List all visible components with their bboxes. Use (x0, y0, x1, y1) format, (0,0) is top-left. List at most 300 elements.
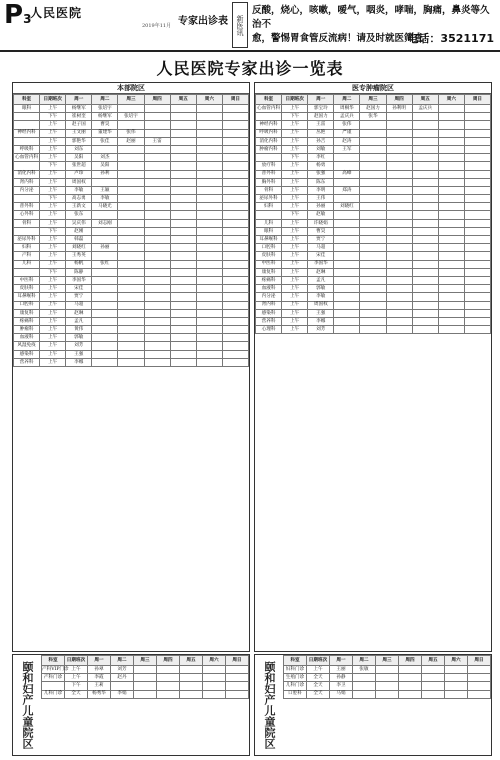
session-cell: 上午 (282, 162, 308, 170)
table-row (42, 674, 249, 682)
column-header: 周六 (445, 656, 468, 666)
table-row (14, 236, 249, 244)
doctor-cell (196, 219, 222, 227)
doctor-cell (438, 244, 464, 252)
doctor-cell (464, 105, 490, 113)
doctor-cell (92, 342, 118, 350)
doctor-cell (222, 121, 248, 129)
doctor-cell (144, 268, 170, 276)
table-row (42, 690, 249, 698)
table-row (256, 121, 491, 129)
doctor-cell: 杨继军 (92, 113, 118, 121)
doctor-cell: 李娜 (66, 358, 92, 366)
doctor-cell: 王颖 (92, 186, 118, 194)
doctor-cell (222, 113, 248, 121)
doctor-cell (144, 145, 170, 153)
doctor-cell (222, 326, 248, 334)
doctor-cell: 郭敏 (308, 285, 334, 293)
doctor-cell (144, 195, 170, 203)
doctor-cell (422, 690, 445, 698)
doctor-cell (360, 170, 386, 178)
doctor-cell (412, 211, 438, 219)
doctor-cell: 贾宁 (308, 236, 334, 244)
doctor-cell: 王强 (66, 350, 92, 358)
department-cell: 呼吸科 (14, 145, 40, 153)
doctor-cell (360, 129, 386, 137)
doctor-cell (464, 113, 490, 121)
doctor-cell (222, 129, 248, 137)
doctor-cell (196, 162, 222, 170)
doctor-cell: 张东 (66, 211, 92, 219)
doctor-cell: 赵敏 (308, 211, 334, 219)
session-cell: 上午 (282, 170, 308, 178)
doctor-cell (222, 227, 248, 235)
table-row (14, 170, 249, 178)
doctor-cell (144, 154, 170, 162)
doctor-cell (412, 276, 438, 284)
doctor-cell (170, 326, 196, 334)
department-cell: 康复科 (256, 268, 282, 276)
doctor-cell (464, 162, 490, 170)
doctor-cell (222, 334, 248, 342)
doctor-cell (170, 244, 196, 252)
doctor-cell (438, 211, 464, 219)
ad-line-2: 愈，警惕胃食管反流病！请及时就医筛查！ (252, 33, 433, 44)
doctor-cell (386, 244, 412, 252)
doctor-cell: 郭敏 (66, 334, 92, 342)
doctor-cell (222, 293, 248, 301)
session-cell: 上午 (40, 203, 66, 211)
doctor-cell (360, 211, 386, 219)
department-cell: 神经内科 (256, 121, 282, 129)
doctor-cell (438, 276, 464, 284)
doctor-cell (412, 293, 438, 301)
doctor-cell: 刘芳 (308, 326, 334, 334)
doctor-cell (170, 317, 196, 325)
doctor-cell: 曹昊 (308, 227, 334, 235)
doctor-cell: 李敏 (308, 293, 334, 301)
doctor-cell (180, 690, 203, 698)
doctor-cell: 孙静 (330, 674, 353, 682)
doctor-cell (386, 145, 412, 153)
doctor-cell (438, 195, 464, 203)
doctor-cell (464, 121, 490, 129)
doctor-cell (386, 129, 412, 137)
doctor-cell: 王军 (334, 145, 360, 153)
doctor-cell (438, 137, 464, 145)
department-cell: 疼痛科 (14, 317, 40, 325)
session-cell: 上午 (282, 219, 308, 227)
doctor-cell (445, 666, 468, 674)
doctor-cell (360, 317, 386, 325)
session-cell: 上午 (282, 236, 308, 244)
doctor-cell: 张培宇 (92, 105, 118, 113)
doctor-cell (412, 227, 438, 235)
doctor-cell: 马超 (66, 301, 92, 309)
table-row (14, 260, 249, 268)
right-schedule-table (255, 94, 491, 334)
doctor-cell (222, 170, 248, 178)
doctor-cell (222, 244, 248, 252)
doctor-cell (170, 121, 196, 129)
doctor-cell (118, 170, 144, 178)
doctor-cell (438, 227, 464, 235)
column-header: 周三 (134, 656, 157, 666)
bottom-left-body (42, 666, 249, 699)
doctor-cell (196, 285, 222, 293)
doctor-cell (222, 252, 248, 260)
doctor-cell (464, 293, 490, 301)
department-cell: 普外科 (256, 170, 282, 178)
department-cell: 产科门诊 (42, 674, 65, 682)
doctor-cell (180, 682, 203, 690)
table-row (256, 145, 491, 153)
doctor-cell: 王雷 (308, 121, 334, 129)
table-row (256, 227, 491, 235)
doctor-cell (118, 276, 144, 284)
doctor-cell (360, 203, 386, 211)
doctor-cell (386, 309, 412, 317)
department-cell: 消化内科 (14, 170, 40, 178)
doctor-cell (196, 293, 222, 301)
doctor-cell: 严谨 (334, 129, 360, 137)
doctor-cell (360, 186, 386, 194)
session-cell: 上午 (282, 178, 308, 186)
right-table-body (256, 105, 491, 334)
doctor-cell (118, 309, 144, 317)
doctor-cell (118, 227, 144, 235)
doctor-cell: 周国权 (308, 301, 334, 309)
doctor-cell (464, 301, 490, 309)
doctor-cell: 李霞 (88, 674, 111, 682)
column-header: 周二 (111, 656, 134, 666)
doctor-cell (438, 178, 464, 186)
table-row (42, 666, 249, 674)
doctor-cell (144, 342, 170, 350)
doctor-cell (438, 186, 464, 194)
table-row (256, 268, 491, 276)
right-panel-title: 医专肿瘤院区 (255, 83, 491, 94)
doctor-cell (438, 113, 464, 121)
doctor-cell (170, 342, 196, 350)
doctor-cell (222, 350, 248, 358)
doctor-cell (412, 260, 438, 268)
department-cell: 心血管内科 (15, 155, 39, 161)
column-header: 周日 (464, 95, 490, 105)
doctor-cell (170, 260, 196, 268)
doctor-cell: 孙利 (92, 170, 118, 178)
doctor-cell (144, 252, 170, 260)
doctor-cell (386, 301, 412, 309)
doctor-cell: 李卫 (330, 682, 353, 690)
doctor-cell (360, 326, 386, 334)
doctor-cell (360, 252, 386, 260)
doctor-cell (226, 666, 249, 674)
doctor-cell: 张佳 (92, 137, 118, 145)
doctor-cell (334, 154, 360, 162)
doctor-cell (412, 195, 438, 203)
department-cell: 风湿免疫 (14, 342, 40, 350)
doctor-cell (399, 666, 422, 674)
doctor-cell (196, 260, 222, 268)
table-row (256, 244, 491, 252)
doctor-cell (334, 195, 360, 203)
doctor-cell (360, 260, 386, 268)
session-cell: 上午 (40, 301, 66, 309)
doctor-cell (334, 219, 360, 227)
doctor-cell (353, 674, 376, 682)
table-row (14, 211, 249, 219)
department-cell (14, 268, 40, 276)
doctor-cell: 孙丽 (308, 203, 334, 211)
doctor-cell (360, 301, 386, 309)
department-cell (14, 195, 40, 203)
doctor-cell (386, 186, 412, 194)
table-row (256, 203, 491, 211)
table-row (256, 137, 491, 145)
bottom-right-body (284, 666, 491, 699)
doctor-cell: 李国华 (308, 260, 334, 268)
session-cell: 下午 (40, 268, 66, 276)
department-cell: 血液科 (14, 334, 40, 342)
doctor-cell (438, 268, 464, 276)
doctor-cell (386, 317, 412, 325)
doctor-cell (144, 170, 170, 178)
doctor-cell (92, 227, 118, 235)
bottom-right-panel (254, 654, 492, 756)
doctor-cell (92, 145, 118, 153)
table-row (256, 309, 491, 317)
doctor-cell: 李敏 (66, 186, 92, 194)
doctor-cell: 董建华 (92, 129, 118, 137)
session-cell: 上午 (40, 342, 66, 350)
department-cell (14, 121, 40, 129)
doctor-cell: 马娟 (330, 690, 353, 698)
doctor-cell (438, 252, 464, 260)
doctor-cell (196, 301, 222, 309)
doctor-cell: 孟庆兵 (412, 105, 438, 113)
doctor-cell (334, 276, 360, 284)
doctor-cell: 吴庆伟 (66, 219, 92, 227)
doctor-cell: 吴阳 (92, 162, 118, 170)
doctor-cell: 马超 (308, 244, 334, 252)
session-cell: 上午 (282, 317, 308, 325)
column-header: 周日 (222, 95, 248, 105)
doctor-cell: 刘芳 (66, 342, 92, 350)
doctor-cell (334, 268, 360, 276)
doctor-cell: 孟庆兵 (334, 113, 360, 121)
doctor-cell (144, 358, 170, 366)
table-row (256, 195, 491, 203)
doctor-cell (196, 113, 222, 121)
doctor-cell (144, 293, 170, 301)
bottom-right-header-row (284, 656, 491, 666)
column-header: 周三 (360, 95, 386, 105)
session-cell: 上午 (40, 105, 66, 113)
doctor-cell (386, 260, 412, 268)
doctor-cell (386, 326, 412, 334)
doctor-cell (170, 178, 196, 186)
doctor-cell (412, 129, 438, 137)
session-cell: 下午 (40, 195, 66, 203)
doctor-cell (170, 162, 196, 170)
doctor-cell (334, 285, 360, 293)
department-cell: 皮肤科 (256, 252, 282, 260)
doctor-cell (170, 137, 196, 145)
doctor-cell (464, 137, 490, 145)
doctor-cell (144, 113, 170, 121)
doctor-cell (144, 162, 170, 170)
doctor-cell (196, 244, 222, 252)
session-cell: 下午 (40, 227, 66, 235)
department-cell: 骨科 (14, 219, 40, 227)
column-header: 周四 (157, 656, 180, 666)
doctor-cell (464, 154, 490, 162)
doctor-cell (386, 170, 412, 178)
doctor-cell (464, 145, 490, 153)
doctor-cell (196, 137, 222, 145)
department-cell: 胸外科 (256, 178, 282, 186)
doctor-cell (386, 276, 412, 284)
doctor-cell (334, 317, 360, 325)
doctor-cell (222, 203, 248, 211)
doctor-cell: 刘东 (66, 145, 92, 153)
session-cell: 上午 (65, 674, 88, 682)
doctor-cell (144, 186, 170, 194)
table-row (284, 682, 491, 690)
doctor-cell (464, 276, 490, 284)
doctor-cell (196, 326, 222, 334)
doctor-cell: 王丽 (330, 666, 353, 674)
doctor-cell (360, 121, 386, 129)
doctor-cell (464, 211, 490, 219)
doctor-cell (118, 252, 144, 260)
department-cell: 感染科 (256, 309, 282, 317)
doctor-cell (386, 219, 412, 227)
doctor-cell (118, 358, 144, 366)
doctor-cell (438, 162, 464, 170)
doctor-cell (203, 690, 226, 698)
session-cell: 下午 (282, 113, 308, 121)
column-header: 周六 (203, 656, 226, 666)
doctor-cell (134, 674, 157, 682)
doctor-cell (144, 334, 170, 342)
session-cell: 上午 (282, 105, 308, 113)
doctor-cell (144, 178, 170, 186)
doctor-cell (464, 252, 490, 260)
doctor-cell (157, 674, 180, 682)
doctor-cell: 王强 (308, 309, 334, 317)
doctor-cell (386, 252, 412, 260)
doctor-cell (412, 121, 438, 129)
table-row (14, 129, 249, 137)
doctor-cell: 黄伟 (66, 326, 92, 334)
doctor-cell (222, 358, 248, 366)
doctor-cell (144, 121, 170, 129)
session-cell: 上午 (40, 326, 66, 334)
doctor-cell (92, 236, 118, 244)
doctor-cell (464, 285, 490, 293)
doctor-cell (438, 293, 464, 301)
doctor-cell: 王文丽 (66, 129, 92, 137)
doctor-cell (412, 236, 438, 244)
doctor-cell (144, 105, 170, 113)
doctor-cell: 宋佳 (308, 252, 334, 260)
table-row (256, 154, 491, 162)
department-cell: 口腔科 (14, 301, 40, 309)
doctor-cell (170, 350, 196, 358)
doctor-cell: 孟凡 (66, 317, 92, 325)
doctor-cell: 陈静 (66, 268, 92, 276)
doctor-cell (144, 317, 170, 325)
table-row (256, 317, 491, 325)
doctor-cell (118, 285, 144, 293)
doctor-cell (386, 137, 412, 145)
table-row (256, 219, 491, 227)
doctor-cell (203, 682, 226, 690)
doctor-cell: 马晓光 (92, 203, 118, 211)
doctor-cell (170, 186, 196, 194)
session-cell: 上午 (40, 121, 66, 129)
doctor-cell (196, 350, 222, 358)
doctor-cell (464, 203, 490, 211)
table-row (14, 178, 249, 186)
department-cell: 泌尿外科 (256, 195, 282, 203)
doctor-cell (92, 301, 118, 309)
session-cell: 上午 (40, 211, 66, 219)
doctor-cell (438, 203, 464, 211)
session-cell: 全天 (65, 690, 88, 698)
column-title: 专家出诊表 (178, 16, 228, 27)
doctor-cell (412, 162, 438, 170)
session-cell: 上午 (40, 170, 66, 178)
doctor-cell (412, 301, 438, 309)
doctor-cell (360, 293, 386, 301)
table-row (14, 309, 249, 317)
doctor-cell (118, 326, 144, 334)
doctor-cell (92, 326, 118, 334)
doctor-cell (196, 154, 222, 162)
doctor-cell (360, 227, 386, 235)
doctor-cell (399, 674, 422, 682)
doctor-cell (438, 326, 464, 334)
doctor-cell (118, 195, 144, 203)
doctor-cell (468, 682, 491, 690)
table-row (14, 268, 249, 276)
table-row (14, 293, 249, 301)
doctor-cell (376, 690, 399, 698)
doctor-cell: 王莉 (88, 682, 111, 690)
column-header: 科室 (284, 656, 307, 666)
table-row (256, 236, 491, 244)
doctor-cell (412, 154, 438, 162)
department-cell: 口腔科 (284, 690, 307, 698)
table-row (14, 244, 249, 252)
column-header: 日期班次 (65, 656, 88, 666)
doctor-cell (203, 674, 226, 682)
table-row (14, 162, 249, 170)
doctor-cell (386, 113, 412, 121)
doctor-cell (92, 358, 118, 366)
column-header: 周四 (144, 95, 170, 105)
department-cell: 皮肤科 (14, 285, 40, 293)
doctor-cell (360, 236, 386, 244)
table-row (14, 334, 249, 342)
doctor-cell: 张强 (308, 170, 334, 178)
doctor-cell: 王新文 (66, 203, 92, 211)
doctor-cell (360, 145, 386, 153)
department-cell: 神经内科 (14, 129, 40, 137)
